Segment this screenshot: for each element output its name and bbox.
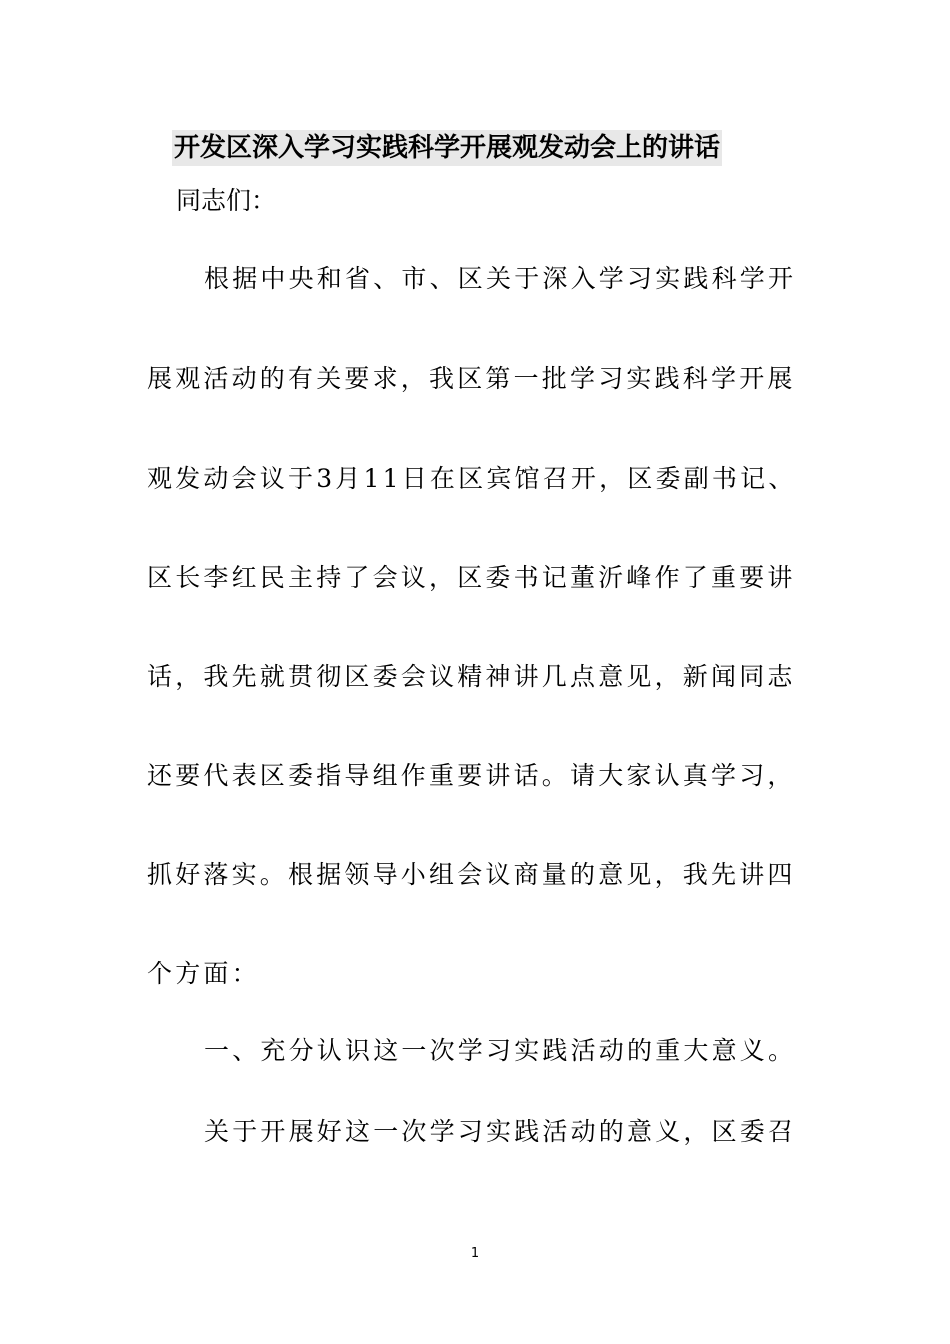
- paragraph-line: 区长李红民主持了会议，区委书记董沂峰作了重要讲: [147, 563, 796, 592]
- paragraph-line: 还要代表区委指导组作重要讲话。请大家认真学习，: [147, 761, 796, 790]
- paragraph-line: 关于开展好这一次学习实践活动的意义，区委召: [204, 1117, 797, 1146]
- paragraph-line: 根据中央和省、市、区关于深入学习实践科学开: [204, 264, 797, 293]
- paragraph-line: 抓好落实。根据领导小组会议商量的意见，我先讲四: [147, 860, 796, 889]
- document-title: 开发区深入学习实践科学开展观发动会上的讲话: [172, 130, 722, 166]
- paragraph-line: 话，我先就贯彻区委会议精神讲几点意见，新闻同志: [147, 662, 796, 691]
- paragraph-line: 展观活动的有关要求，我区第一批学习实践科学开展: [147, 364, 796, 393]
- page-number: 1: [470, 1246, 480, 1261]
- paragraph-line: 观发动会议于3月11日在区宾馆召开，区委副书记、: [147, 464, 797, 493]
- section-heading: 一、充分认识这一次学习实践活动的重大意义。: [204, 1036, 797, 1065]
- paragraph-line: 个方面：: [147, 959, 260, 988]
- salutation: 同志们：: [176, 186, 277, 215]
